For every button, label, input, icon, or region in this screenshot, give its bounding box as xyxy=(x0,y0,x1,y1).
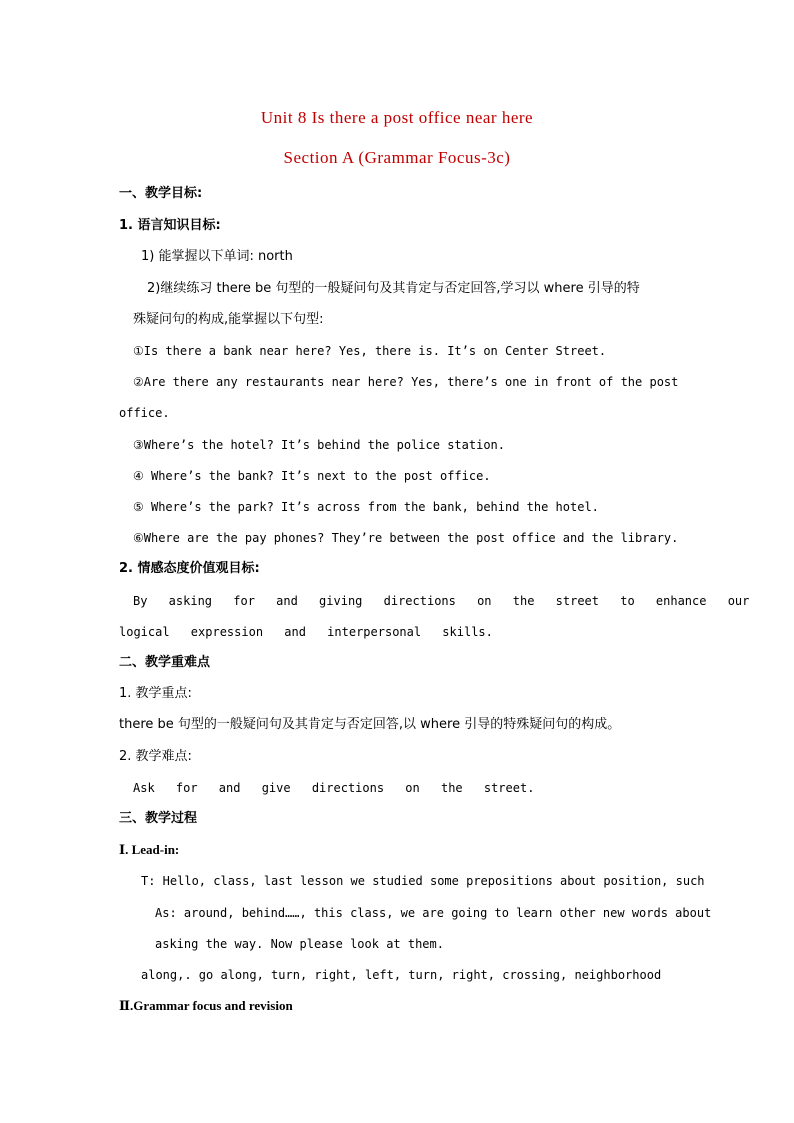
objective-item-2-line-2: 殊疑问句的构成,能掌握以下句型: xyxy=(133,312,324,327)
sentence-2-line-2: office. xyxy=(119,406,170,420)
vocabulary-line: along,. go along, turn, right, left, turn, right, crossing, neighborhood xyxy=(141,968,662,982)
objective-item-2-line-1: 2)继续练习 there be 句型的一般疑问句及其肯定与否定回答,学习以 where 引导的特 xyxy=(147,281,640,296)
lead-in-line-1: T: Hello, class, last lesson we studied some prepositions about position, such xyxy=(141,874,705,888)
document-subtitle: Section A (Grammar Focus-3c) xyxy=(283,148,511,167)
lead-in-heading: Ⅰ. Lead-in: xyxy=(119,842,180,857)
section-2-heading: 二、教学重难点 xyxy=(119,655,211,670)
sentence-3: ③Where’s the hotel? It’s behind the police station. xyxy=(133,438,505,452)
lead-in-line-3: asking the way. Now please look at them. xyxy=(155,937,444,951)
document-title: Unit 8 Is there a post office near here xyxy=(260,108,534,127)
section-2-2-heading: 2. 教学难点: xyxy=(119,749,192,764)
difficult-points-text: Ask for and give directions on the street. xyxy=(133,781,535,795)
section-1-1-heading: 1. 语言知识目标: xyxy=(119,218,221,233)
lead-in-line-2: As: around, behind……, this class, we are going to learn other new words about xyxy=(155,906,712,920)
section-1-2-heading: 2. 情感态度价值观目标: xyxy=(119,561,260,576)
sentence-2-line-1: ②Are there any restaurants near here? Yes, there’s one in front of the post xyxy=(133,375,679,389)
sentence-5: ⑤ Where’s the park? It’s across from the bank, behind the hotel. xyxy=(133,500,599,514)
grammar-focus-heading: Ⅱ.Grammar focus and revision xyxy=(119,998,293,1013)
emotional-goal-line-1: By asking for and giving directions on the street to enhance our xyxy=(133,594,750,608)
sentence-4: ④ Where’s the bank? It’s next to the post office. xyxy=(133,469,491,483)
sentence-1: ①Is there a bank near here? Yes, there is. It’s on Center Street. xyxy=(133,344,607,358)
key-points-text: there be 句型的一般疑问句及其肯定与否定回答,以 where 引导的特殊疑问句的构成。 xyxy=(119,717,621,732)
sentence-6: ⑥Where are the pay phones? They’re between the post office and the library. xyxy=(133,531,679,545)
section-1-heading: 一、教学目标: xyxy=(119,186,203,201)
section-3-heading: 三、教学过程 xyxy=(119,811,198,826)
section-2-1-heading: 1. 教学重点: xyxy=(119,686,192,701)
objective-item-1: 1) 能掌握以下单词: north xyxy=(141,249,293,264)
emotional-goal-line-2: logical expression and interpersonal skills. xyxy=(119,625,493,639)
